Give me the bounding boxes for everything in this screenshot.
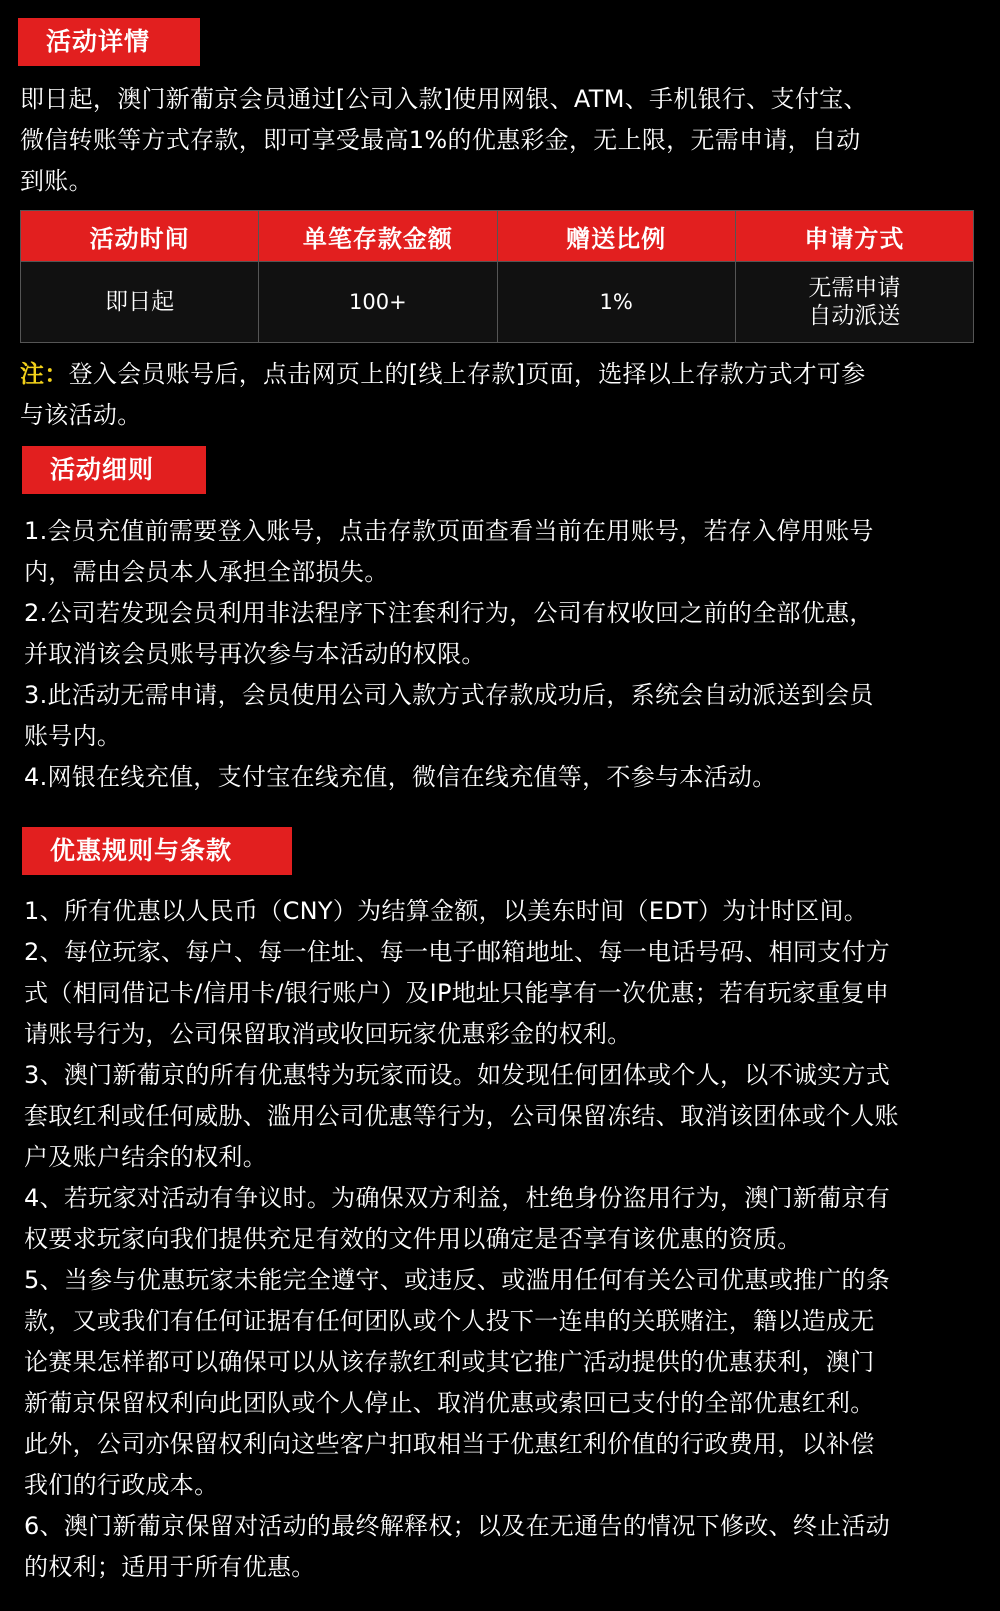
section-title-details: 活动详情 bbox=[18, 18, 200, 66]
terms-line: 请账号行为，公司保留取消或收回玩家优惠彩金的权利。 bbox=[24, 1020, 632, 1048]
section-title-rules: 活动细则 bbox=[22, 446, 206, 494]
terms-line: 套取红利或任何威胁、滥用公司优惠等行为，公司保留冻结、取消该团体或个人账 bbox=[24, 1102, 899, 1130]
header-apply-method: 申请方式 bbox=[735, 211, 973, 262]
terms-line: 6、澳门新葡京保留对活动的最终解释权；以及在无通告的情况下修改、终止活动 bbox=[24, 1512, 891, 1540]
terms-line: 2、每位玩家、每户、每一住址、每一电子邮箱地址、每一电话号码、相同支付方 bbox=[24, 938, 891, 966]
cell-apply-method bbox=[735, 262, 973, 343]
terms-line: 1、所有优惠以人民币（CNY）为结算金额，以美东时间（EDT）为计时区间。 bbox=[24, 897, 869, 925]
terms-line: 户及账户结余的权利。 bbox=[24, 1143, 267, 1171]
terms-line: 3、澳门新葡京的所有优惠特为玩家而设。如发现任何团体或个人，以不诚实方式 bbox=[24, 1061, 891, 1089]
terms-line: 此外，公司亦保留权利向这些客户扣取相当于优惠红利价值的行政费用，以补偿 bbox=[24, 1430, 875, 1458]
terms-line: 我们的行政成本。 bbox=[24, 1471, 219, 1499]
rules-paragraph bbox=[24, 511, 984, 798]
rules-line: 4.网银在线充值，支付宝在线充值，微信在线充值等，不参与本活动。 bbox=[24, 763, 777, 791]
promo-table bbox=[20, 210, 974, 343]
cell-deposit-amount: 100+ bbox=[259, 262, 497, 343]
note-line: 与该活动。 bbox=[20, 401, 142, 429]
details-line: 到账。 bbox=[20, 167, 93, 195]
note-paragraph bbox=[20, 354, 980, 436]
rules-line: 账号内。 bbox=[24, 722, 122, 750]
promo-table-header-row bbox=[21, 211, 974, 262]
terms-line: 式（相同借记卡/信用卡/银行账户）及IP地址只能享有一次优惠；若有玩家重复申 bbox=[24, 979, 890, 1007]
rules-line: 2.公司若发现会员利用非法程序下注套利行为，公司有权收回之前的全部优惠， bbox=[24, 599, 874, 627]
terms-line: 新葡京保留权利向此团队或个人停止、取消优惠或索回已支付的全部优惠红利。 bbox=[24, 1389, 875, 1417]
apply-method-line: 自动派送 bbox=[808, 303, 901, 329]
rules-line: 内，需由会员本人承担全部损失。 bbox=[24, 558, 389, 586]
header-bonus-ratio: 赠送比例 bbox=[497, 211, 735, 262]
note-label: 注： bbox=[20, 360, 69, 388]
terms-line: 5、当参与优惠玩家未能完全遵守、或违反、或滥用任何有关公司优惠或推广的条 bbox=[24, 1266, 891, 1294]
rules-line: 3.此活动无需申请，会员使用公司入款方式存款成功后，系统会自动派送到会员 bbox=[24, 681, 874, 709]
details-line: 即日起，澳门新葡京会员通过[公司入款]使用网银、ATM、手机银行、支付宝、 bbox=[20, 85, 868, 113]
details-line: 微信转账等方式存款，即可享受最高1%的优惠彩金，无上限，无需申请，自动 bbox=[20, 126, 861, 154]
header-activity-time: 活动时间 bbox=[21, 211, 259, 262]
promo-table-row bbox=[21, 262, 974, 343]
terms-line: 权要求玩家向我们提供充足有效的文件用以确定是否享有该优惠的资质。 bbox=[24, 1225, 802, 1253]
apply-method-line: 无需申请 bbox=[808, 275, 901, 301]
terms-line: 的权利；适用于所有优惠。 bbox=[24, 1553, 316, 1581]
details-paragraph bbox=[20, 79, 980, 202]
rules-line: 1.会员充值前需要登入账号，点击存款页面查看当前在用账号，若存入停用账号 bbox=[24, 517, 874, 545]
cell-bonus-ratio: 1% bbox=[497, 262, 735, 343]
terms-line: 4、若玩家对活动有争议时。为确保双方利益，杜绝身份盗用行为，澳门新葡京有 bbox=[24, 1184, 891, 1212]
rules-line: 并取消该会员账号再次参与本活动的权限。 bbox=[24, 640, 486, 668]
cell-activity-time: 即日起 bbox=[21, 262, 259, 343]
terms-line: 论赛果怎样都可以确保可以从该存款红利或其它推广活动提供的优惠获利，澳门 bbox=[24, 1348, 875, 1376]
terms-paragraph bbox=[24, 891, 984, 1588]
header-deposit-amount: 单笔存款金额 bbox=[259, 211, 497, 262]
note-line bbox=[20, 354, 980, 395]
terms-line: 款，又或我们有任何证据有任何团队或个人投下一连串的关联赌注，籍以造成无 bbox=[24, 1307, 875, 1335]
note-text: 登入会员账号后，点击网页上的[线上存款]页面，选择以上存款方式才可参 bbox=[68, 360, 866, 388]
section-title-terms: 优惠规则与条款 bbox=[22, 827, 292, 875]
